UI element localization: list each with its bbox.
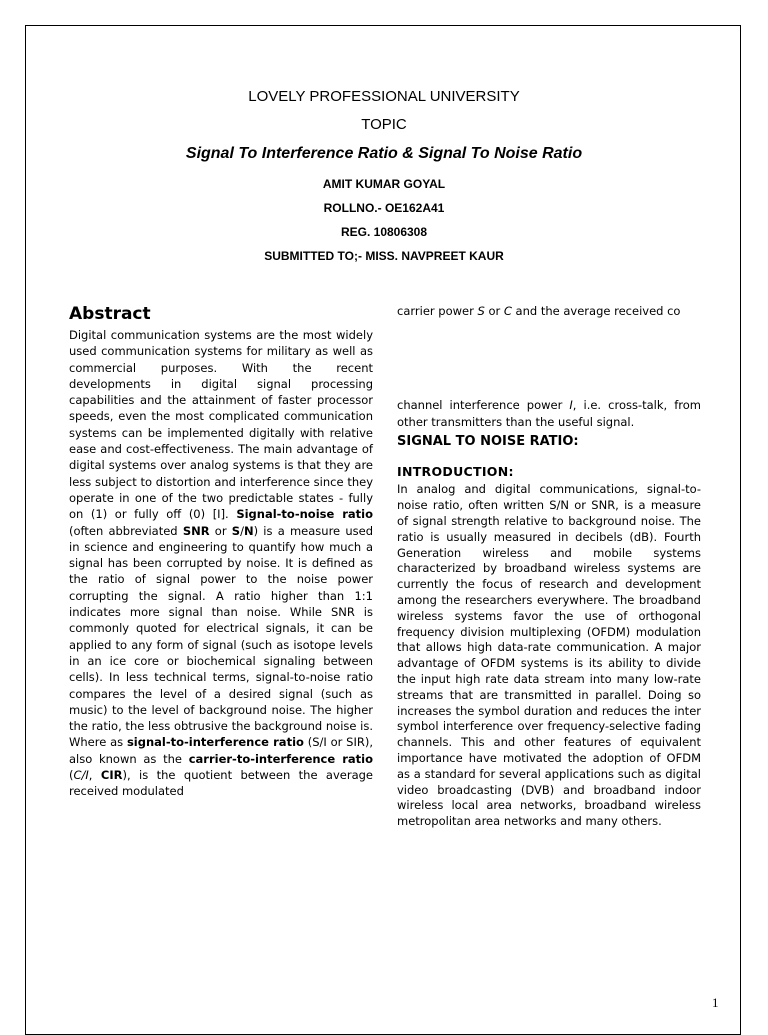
cir-term: carrier-to-interference ratio	[188, 751, 374, 766]
university-name: LOVELY PROFESSIONAL UNIVERSITY	[248, 88, 520, 105]
document-title: Signal To Interference Ratio & Signal To Noise Ratio	[185, 145, 583, 162]
abstract-text: (	[69, 768, 74, 783]
snr-term: Signal-to-noise ratio	[236, 507, 373, 522]
author-name: AMIT KUMAR GOYAL	[322, 177, 446, 191]
abstract-text: ), is the quotient between the average received modulated	[69, 768, 374, 799]
sir-term: signal-to-interference ratio	[126, 735, 304, 750]
text-span: channel interference power	[397, 398, 570, 413]
abstract-text: ,	[88, 768, 101, 783]
submitted-to: SUBMITTED TO;- MISS. NAVPREET KAUR	[264, 249, 504, 263]
abstract-text: (S/I or SIR), also known as the	[69, 735, 373, 766]
text-span: carrier power	[397, 304, 478, 318]
ci-term: C/I	[73, 768, 89, 783]
sn-abbr-s: S	[231, 523, 241, 538]
text-span: and the average received co	[511, 304, 681, 318]
symbol-i: I	[569, 398, 573, 413]
symbol-s: S	[477, 304, 485, 318]
introduction-heading: INTRODUCTION:	[397, 464, 514, 480]
text-span: , i.e. cross-talk, from other transmitters than the useful signal.	[397, 398, 701, 429]
blank-gap	[397, 319, 701, 397]
page-number: 1	[712, 995, 719, 1010]
roll-number: ROLLNO.- OE162A41	[323, 201, 445, 215]
left-column	[69, 303, 373, 800]
topic-label: TOPIC	[361, 116, 407, 133]
abstract-text: (often abbreviated	[69, 523, 183, 538]
interference-power-text	[397, 397, 701, 430]
abstract-text: or	[209, 523, 232, 538]
right-column	[397, 303, 701, 830]
registration-number: REG. 10806308	[340, 225, 428, 239]
carrier-power-text	[397, 303, 701, 319]
abstract-heading: Abstract	[69, 304, 151, 324]
text-span: or	[484, 304, 504, 318]
snr-heading: SIGNAL TO NOISE RATIO:	[397, 433, 579, 449]
abstract-text: /	[240, 523, 244, 538]
sn-abbr-n: N	[243, 523, 254, 538]
snr-abbr: SNR	[182, 523, 210, 538]
symbol-c: C	[503, 304, 512, 318]
introduction-paragraph: In analog and digital communications, signal-to-noise ratio, often written S/N or SNR, is a measure of signal strength relative to background noise. The ratio is usually measured in decibels (dB). Fourth Generation wireless and mobile systems characterized by broadband wireless systems are currently the focus of research and development among the researchers everywhere. The broadband wireless systems favor the use of orthogonal frequency division multiplexing (OFDM) modulation that allows high data-rate communication. A major advantage of OFDM systems is its ability to divide the input high rate data stream into many low-rate streams that are transmitted in parallel. Doing so increases the symbol duration and reduces the inter symbol interference over frequency-selective fading channels. This and other features of equivalent importance have motivated the adoption of OFDM as a standard for several applications such as digital video broadcasting (DVB) and broadband indoor wireless local area networks, broadband wireless metropolitan area networks and many others.	[397, 482, 701, 829]
cir-abbr: CIR	[100, 768, 123, 783]
abstract-text: Digital communication systems are the most widely used communication systems for military as well as commercial purposes. With the recent developments in digital signal processing capabilities and the attainment of faster processor speeds, even the most complicated communication systems can be implemented digitally with relative ease and cost-effectiveness. The main advantage of digital systems over analog systems is that they are less subject to distortion and interference since they operate in one of the two predictable states - fully on (1) or fully off (0) [I].	[69, 328, 373, 522]
abstract-text: ) is a measure used in science and engineering to quantify how much a signal has been corrupted by noise. It is defined as the ratio of signal power to the noise power corrupting the signal. A ratio higher than 1:1 indicates more signal than noise. While SNR is commonly quoted for electrical signals, it can be applied to any form of signal (such as isotope levels in an ice core or biochemical signaling between cells). In less technical terms, signal-to-noise ratio compares the level of a desired signal (such as music) to the level of background noise. The higher the ratio, the less obtrusive the background noise is. Where as	[69, 523, 374, 750]
abstract-paragraph	[69, 327, 373, 800]
